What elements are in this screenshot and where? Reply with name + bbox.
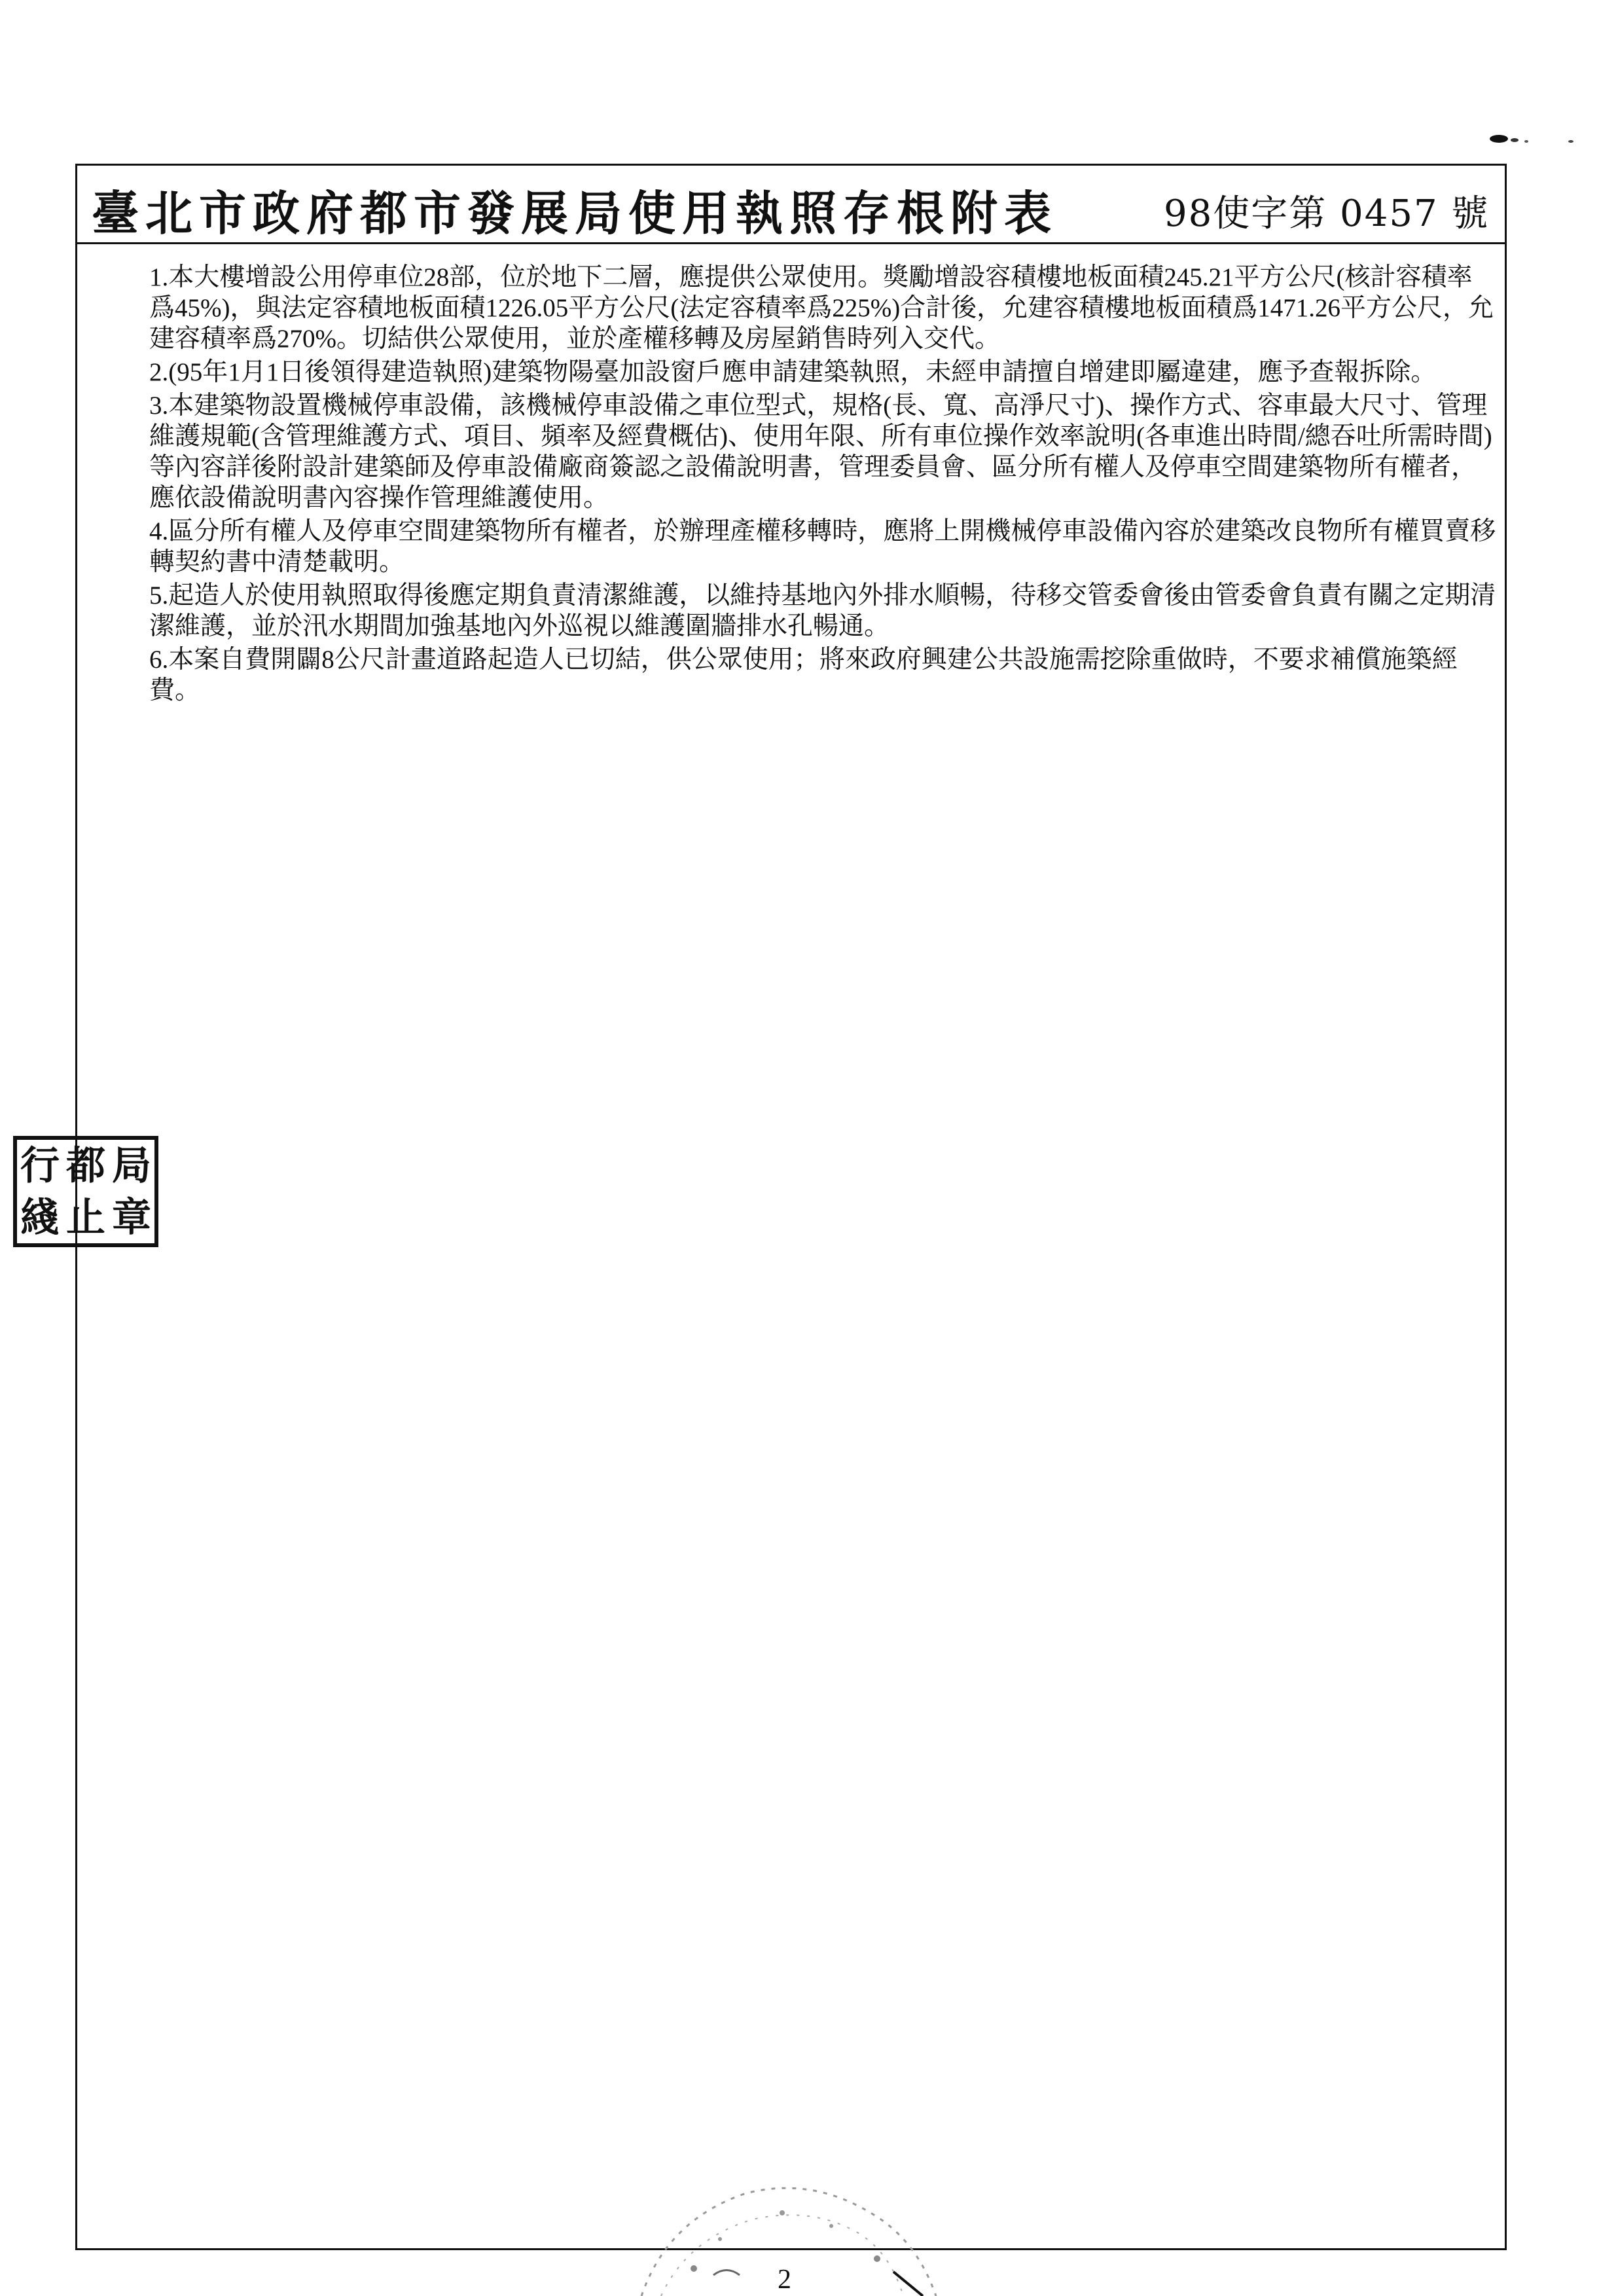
frame-top-border: [75, 164, 1507, 166]
notes-list: [149, 262, 1498, 706]
stamp-char: 行: [20, 1142, 60, 1189]
page-number: 2: [778, 2265, 791, 2295]
note-item: 6.本案自費開闢8公尺計畫道路起造人已切結，供公眾使用；將來政府興建公共設施需挖除重做時，不要求補償施築經費。: [149, 646, 1458, 704]
stamp-char: 局: [112, 1142, 151, 1189]
note-item: 2.(95年1月1日後領得建造執照)建築物陽臺加設窗戶應申請建築執照，未經申請擅自增建即屬違建，應予查報拆除。: [149, 358, 1437, 386]
frame-right-border: [1505, 164, 1507, 2249]
stamp-char: 綫: [20, 1194, 60, 1241]
scan-specks: [1486, 128, 1591, 148]
permit-number: 98使字第 0457 號: [1164, 192, 1490, 235]
note-item: 3.本建築物設置機械停車設備，該機械停車設備之車位型式，規格(長、寬、高淨尺寸)、操作方式、容車最大尺寸、管理維護規範(含管理維護方式、項目、頻率及經費概估)、使用年限、所有車位操作效率說明(各車進出時間/總吞吐所需時間)等內容詳後附設計建築師及停車設備廠商簽認之設備說明書，管理委員會、區分所有權人及停車空間建築物所有權者，應依設備說明書內容操作管理維護使用。: [149, 392, 1492, 512]
note-item: 1.本大樓增設公用停車位28部，位於地下二層，應提供公眾使用。獎勵增設容積樓地板面積245.21平方公尺(核計容積率爲45%)，與法定容積地板面積1226.05平方公尺(法定容積率爲225%)合計後，允建容積樓地板面積爲1471.26平方公尺，允建容積率爲270%。切結供公眾使用，並於產權移轉及房屋銷售時列入交代。: [149, 263, 1494, 353]
stamp-char: 章: [112, 1194, 151, 1241]
stamp-char: 止: [66, 1194, 105, 1241]
document-title: 臺北市政府都市發展局使用執照存根附表: [92, 185, 1058, 241]
stamp-char: 都: [66, 1142, 105, 1189]
note-item: 4.區分所有權人及停車空間建築物所有權者，於辦理產權移轉時，應將上開機械停車設備內容於建築改良物所有權買賣移轉契約書中清楚載明。: [149, 517, 1496, 576]
official-seal-stamp: [13, 1136, 158, 1247]
note-item: 5.起造人於使用執照取得後應定期負責清潔維護，以維持基地內外排水順暢，待移交管委會後由管委會負責有關之定期清潔維護，並於汛水期間加強基地內外巡視以維護圍牆排水孔暢通。: [149, 581, 1496, 640]
